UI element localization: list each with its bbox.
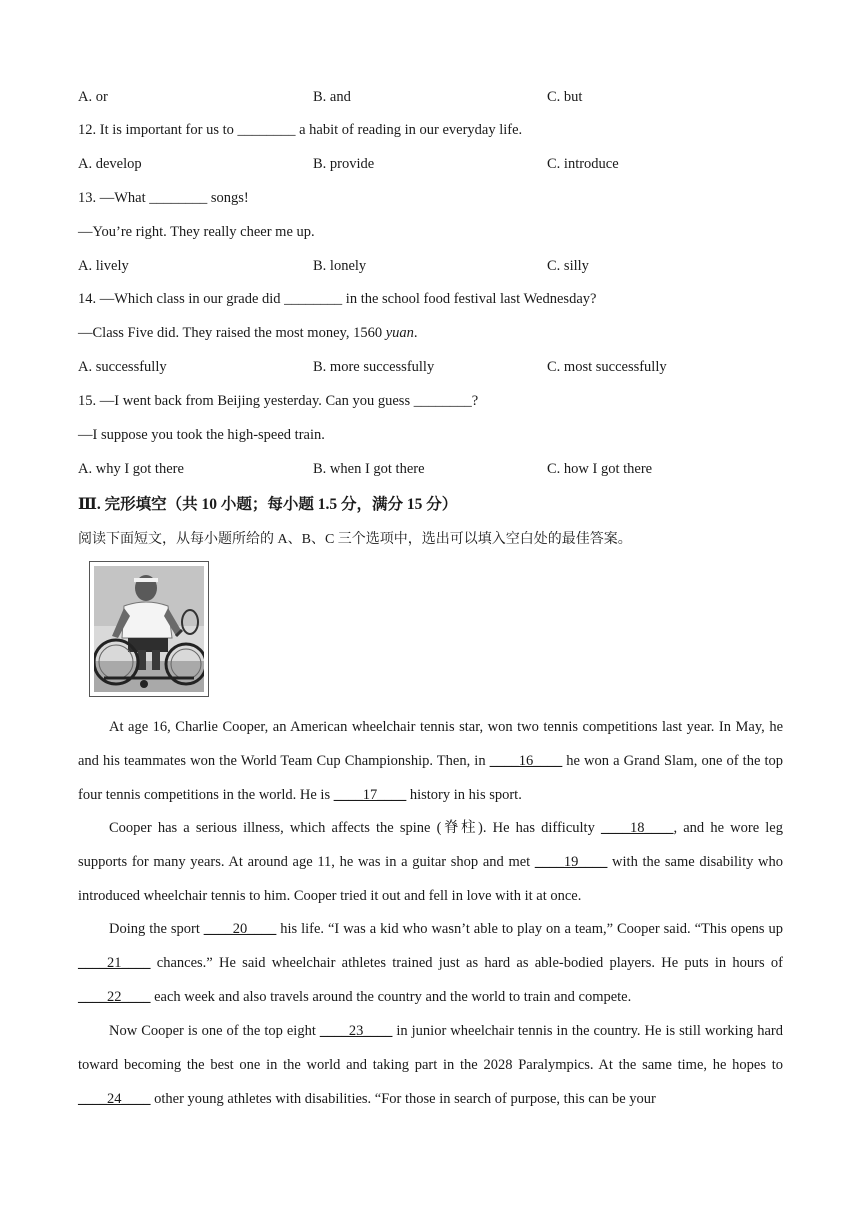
q12-option-c: C. introduce	[547, 156, 619, 172]
section-heading: Ⅲ. 完形填空（共 10 小题；每小题 1.5 分，满分 15 分）	[78, 496, 458, 513]
q12-option-b: B. provide	[313, 156, 375, 172]
blank-23: ____23____	[319, 1023, 393, 1039]
blank-20: ____20____	[203, 921, 277, 937]
q13-option-b: B. lonely	[313, 258, 367, 274]
q15-stem: 15. —I went back from Beijing yesterday. Can you guess ________?	[78, 393, 479, 409]
passage-paragraph-4	[78, 1015, 783, 1116]
blank-21: ____21____	[78, 954, 151, 971]
blank-22: ____22____	[78, 988, 151, 1005]
q15-reply: —I suppose you took the high-speed train.	[78, 427, 325, 443]
wheelchair-athlete-illustration	[94, 566, 204, 692]
q11-option-c: C. but	[547, 89, 583, 105]
blank-16: ____16____	[489, 752, 563, 769]
q12-option-a: A. develop	[78, 156, 142, 172]
q14-reply-text: —Class Five did. They raised the most money, 1560	[78, 325, 386, 341]
passage-text: , and he wore leg supports for many years. At around age 11, he was in a guitar shop and met	[78, 820, 783, 870]
passage-text: his life. “I was a kid who wasn’t able to play on a team,” Cooper said. “This opens up	[276, 921, 783, 937]
blank-24: ____24____	[78, 1090, 151, 1107]
passage-text: in junior wheelchair tennis in the country. He is still working hard toward becoming the best one in the world and taking part in the 2028 Paralympics. At the same time, he hopes to	[78, 1023, 783, 1073]
passage-text: chances.” He said wheelchair athletes trained just as hard as able-bodied players. He puts in hours of	[150, 954, 783, 971]
q14-option-c: C. most successfully	[547, 359, 667, 375]
q15-option-c: C. how I got there	[547, 461, 653, 477]
q14-option-b: B. more successfully	[313, 359, 435, 375]
q15-option-b: B. when I got there	[313, 461, 425, 477]
q14-stem: 14. —Which class in our grade did ________ in the school food festival last Wednesday?	[78, 291, 597, 307]
wheelchair-tennis-photo	[89, 561, 209, 697]
passage-paragraph-1	[78, 711, 783, 812]
passage-text: each week and also travels around the country and the world to train and compete.	[150, 988, 632, 1005]
q14-option-a: A. successfully	[78, 359, 167, 375]
q14-reply	[78, 325, 418, 342]
section-instruction: 阅读下面短文，从每小题所给的 A、B、C 三个选项中，选出可以填入空白处的最佳答案。	[78, 532, 632, 547]
passage-text: history in his sport.	[406, 786, 522, 803]
passage-text: he won a Grand Slam, one of the top four tennis competitions in the world. He is	[78, 752, 783, 803]
q11-option-a: A. or	[78, 89, 108, 105]
q12-stem: 12. It is important for us to ________ a habit of reading in our everyday life.	[78, 122, 523, 138]
q13-stem: 13. —What ________ songs!	[78, 190, 249, 206]
passage-paragraph-2	[78, 812, 783, 913]
passage-text: Doing the sport	[109, 921, 204, 937]
q14-reply-end: .	[413, 325, 418, 341]
passage-text: other young athletes with disabilities. “For those in search of purpose, this can be your	[150, 1090, 656, 1107]
passage-text: Cooper has a serious illness, which affects the spine (脊柱). He has difficulty	[109, 820, 601, 836]
q15-option-a: A. why I got there	[78, 461, 184, 477]
passage-text: At age 16, Charlie Cooper, an American wheelchair tennis star, won two tennis competitions last year. In May, he and his teammates won the World Team Cup Championship. Then, in	[78, 719, 783, 769]
q14-reply-currency: yuan	[385, 325, 414, 341]
q11-option-b: B. and	[313, 89, 351, 105]
blank-18: ____18____	[600, 820, 674, 836]
passage-text: with the same disability who introduced wheelchair tennis to him. Cooper tried it out and fell in love with it at once.	[78, 853, 784, 904]
blank-19: ____19____	[534, 853, 608, 870]
blank-17: ____17____	[333, 786, 407, 803]
passage-paragraph-3	[78, 913, 783, 1014]
passage-text: Now Cooper is one of the top eight	[109, 1023, 320, 1039]
q13-option-a: A. lively	[78, 258, 129, 274]
q13-option-c: C. silly	[547, 258, 589, 274]
q13-reply: —You’re right. They really cheer me up.	[78, 224, 315, 240]
